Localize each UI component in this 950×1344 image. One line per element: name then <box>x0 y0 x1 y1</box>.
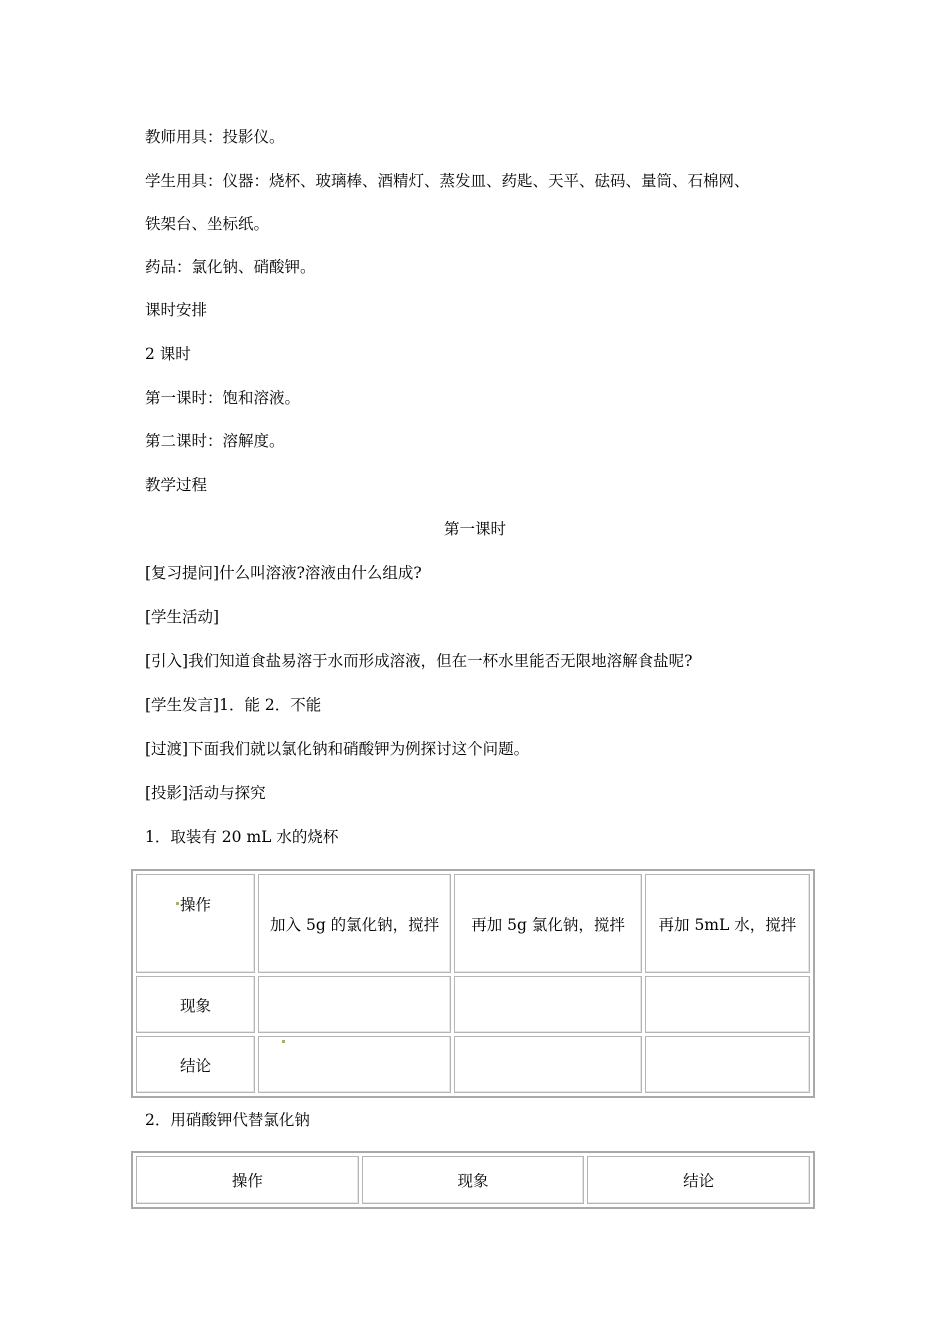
line-lesson-one: 第一课时：饱和溶液。 <box>145 389 301 407</box>
table-cell <box>454 1036 641 1093</box>
experiment-table-nacl <box>131 869 815 1098</box>
speck-mark <box>176 902 179 905</box>
line-teacher-tools: 教师用具：投影仪。 <box>145 128 285 146</box>
table-cell-operation-header: 操作 <box>136 874 255 973</box>
line-lesson-count: 2 课时 <box>145 345 191 363</box>
line-reagents: 药品：氯化钠、硝酸钾。 <box>145 258 316 276</box>
line-process-heading: 教学过程 <box>145 476 208 494</box>
line-student-tools-cont: 铁架台、坐标纸。 <box>145 215 270 233</box>
line-projection: [投影]活动与探究 <box>145 784 266 802</box>
table-cell: 加入 5g 的氯化钠，搅拌 <box>258 874 451 973</box>
section-title: 第一课时 <box>443 520 506 538</box>
experiment-table-kno3 <box>131 1151 815 1209</box>
table-row <box>136 874 810 973</box>
table-cell: 再加 5mL 水，搅拌 <box>645 874 810 973</box>
table-cell <box>258 1036 451 1093</box>
table-cell <box>454 976 641 1033</box>
table-cell <box>258 976 451 1033</box>
table-row <box>136 1156 810 1204</box>
table-cell-phenomenon-header: 现象 <box>136 976 255 1033</box>
speck-mark <box>282 1040 285 1043</box>
line-transition: [过渡]下面我们就以氯化钠和硝酸钾为例探讨这个问题。 <box>145 740 530 758</box>
line-item-two: 2．用硝酸钾代替氯化钠 <box>145 1111 310 1129</box>
line-introduction: [引入]我们知道食盐易溶于水而形成溶液，但在一杯水里能否无限地溶解食盐呢? <box>145 652 693 670</box>
table-cell <box>645 976 810 1033</box>
table-header-operation: 操作 <box>136 1156 359 1204</box>
table-cell <box>645 1036 810 1093</box>
table-cell-conclusion-header: 结论 <box>136 1036 255 1093</box>
table-header-conclusion: 结论 <box>587 1156 810 1204</box>
table-row <box>136 1036 810 1093</box>
table-row <box>136 976 810 1033</box>
table-cell: 再加 5g 氯化钠，搅拌 <box>454 874 641 973</box>
line-schedule-heading: 课时安排 <box>145 301 208 319</box>
line-student-tools: 学生用具：仪器：烧杯、玻璃棒、酒精灯、蒸发皿、药匙、天平、砝码、量筒、石棉网、 <box>145 172 750 190</box>
line-item-one: 1．取装有 20 mL 水的烧杯 <box>145 828 339 846</box>
line-student-activity: [学生活动] <box>145 608 220 626</box>
table-header-phenomenon: 现象 <box>362 1156 585 1204</box>
line-review-question: [复习提问]什么叫溶液?溶液由什么组成? <box>145 564 422 582</box>
line-student-answer: [学生发言]1．能 2．不能 <box>145 696 322 714</box>
line-lesson-two: 第二课时：溶解度。 <box>145 432 285 450</box>
